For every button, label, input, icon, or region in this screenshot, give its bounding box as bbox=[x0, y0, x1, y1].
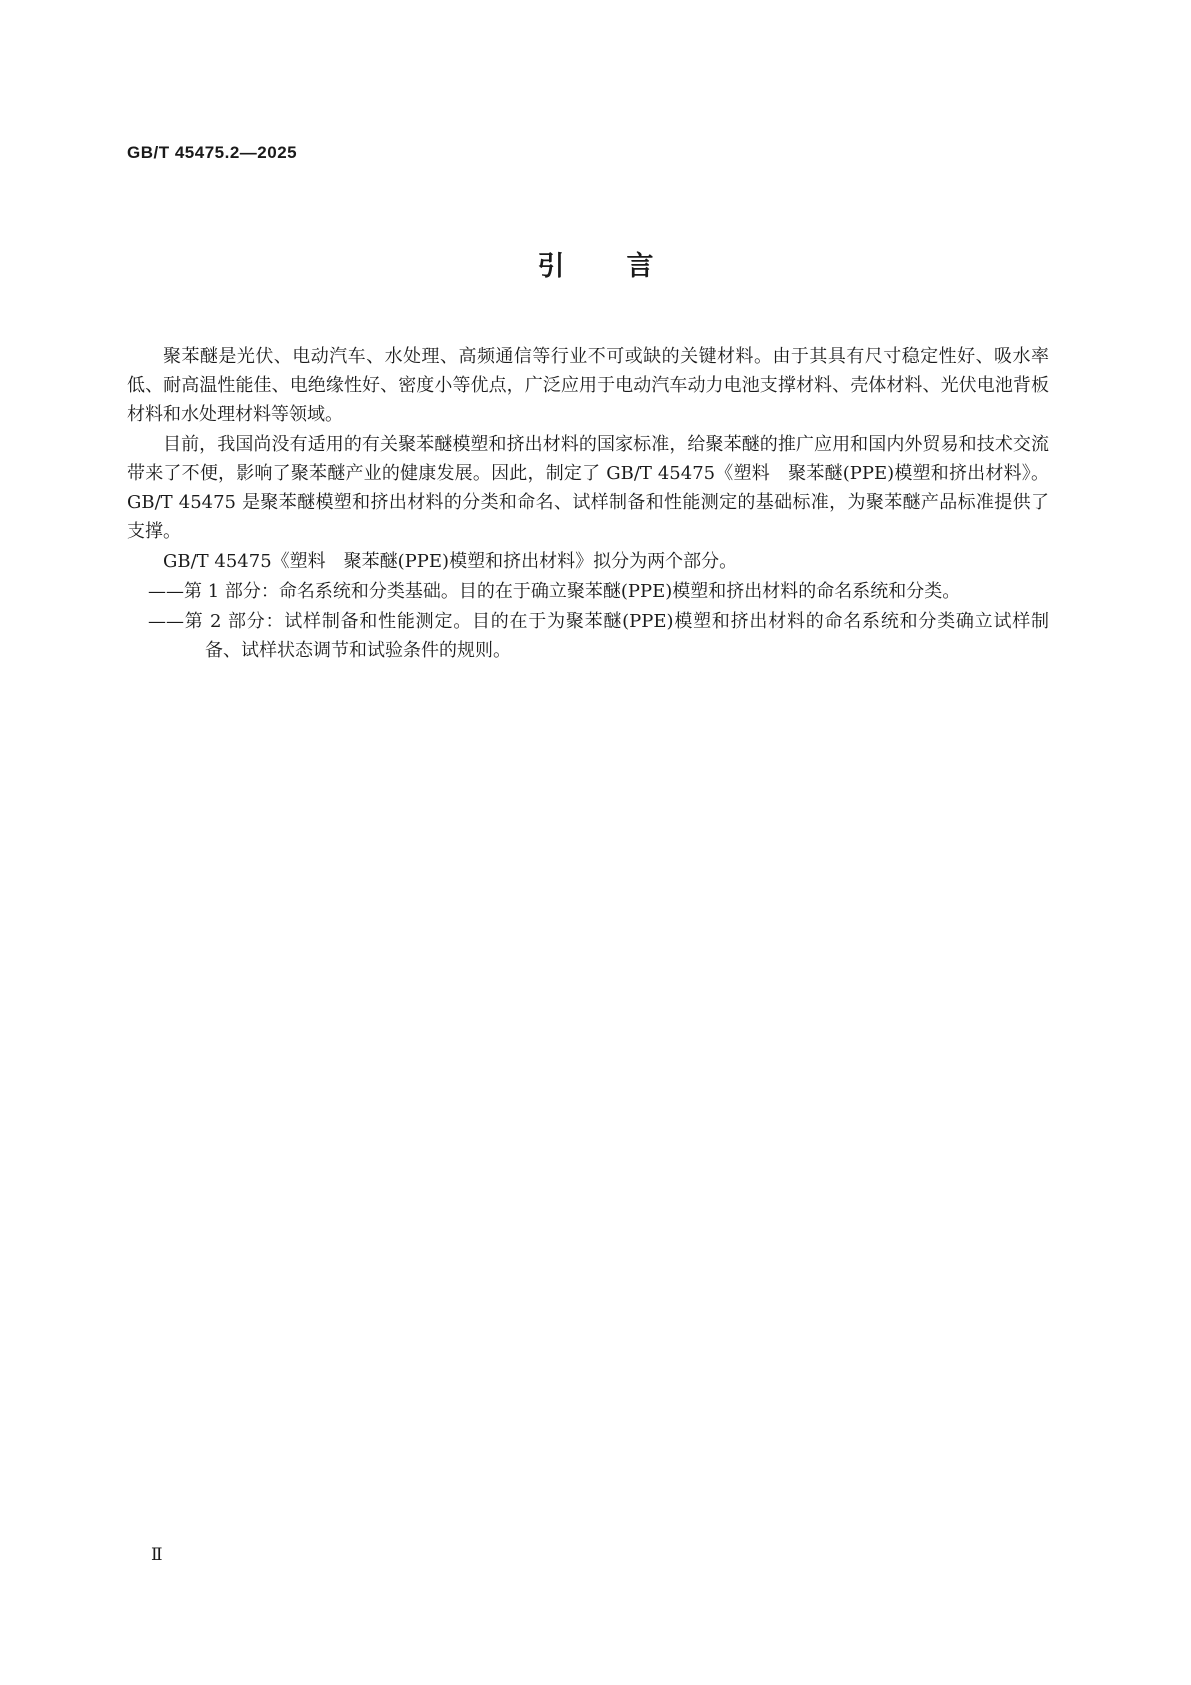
list-item-part-1: ——第 1 部分：命名系统和分类基础。目的在于确立聚苯醚(PPE)模塑和挤出材料的命名系统和分类。 bbox=[148, 581, 961, 602]
paragraph-background: 目前，我国尚没有适用的有关聚苯醚模塑和挤出材料的国家标准，给聚苯醚的推广应用和国内外贸易和技术交流带来了不便，影响了聚苯醚产业的健康发展。因此，制定了 GB/T 45475《塑料 聚苯醚(PPE)模塑和挤出材料》。GB/T 45475 是聚苯醚模塑和挤出材料的分类和命名、试样制备和性能测定的基础标准，为聚苯醚产品标准提供了支撑。 bbox=[127, 434, 1049, 542]
page-number: Ⅱ bbox=[151, 1545, 163, 1565]
list-item-part-2: ——第 2 部分：试样制备和性能测定。目的在于为聚苯醚(PPE)模塑和挤出材料的命名系统和分类确立试样制备、试样状态调节和试验条件的规则。 bbox=[148, 611, 1049, 661]
standard-code: GB/T 45475.2—2025 bbox=[127, 143, 298, 162]
introduction-body bbox=[127, 342, 1049, 666]
page-title: 引言 bbox=[537, 251, 716, 282]
paragraph-structure: GB/T 45475《塑料 聚苯醚(PPE)模塑和挤出材料》拟分为两个部分。 bbox=[163, 551, 738, 572]
paragraph-intro: 聚苯醚是光伏、电动汽车、水处理、高频通信等行业不可或缺的关键材料。由于其具有尺寸稳定性好、吸水率低、耐高温性能佳、电绝缘性好、密度小等优点，广泛应用于电动汽车动力电池支撑材料、壳体材料、光伏电池背板材料和水处理材料等领域。 bbox=[127, 346, 1049, 425]
